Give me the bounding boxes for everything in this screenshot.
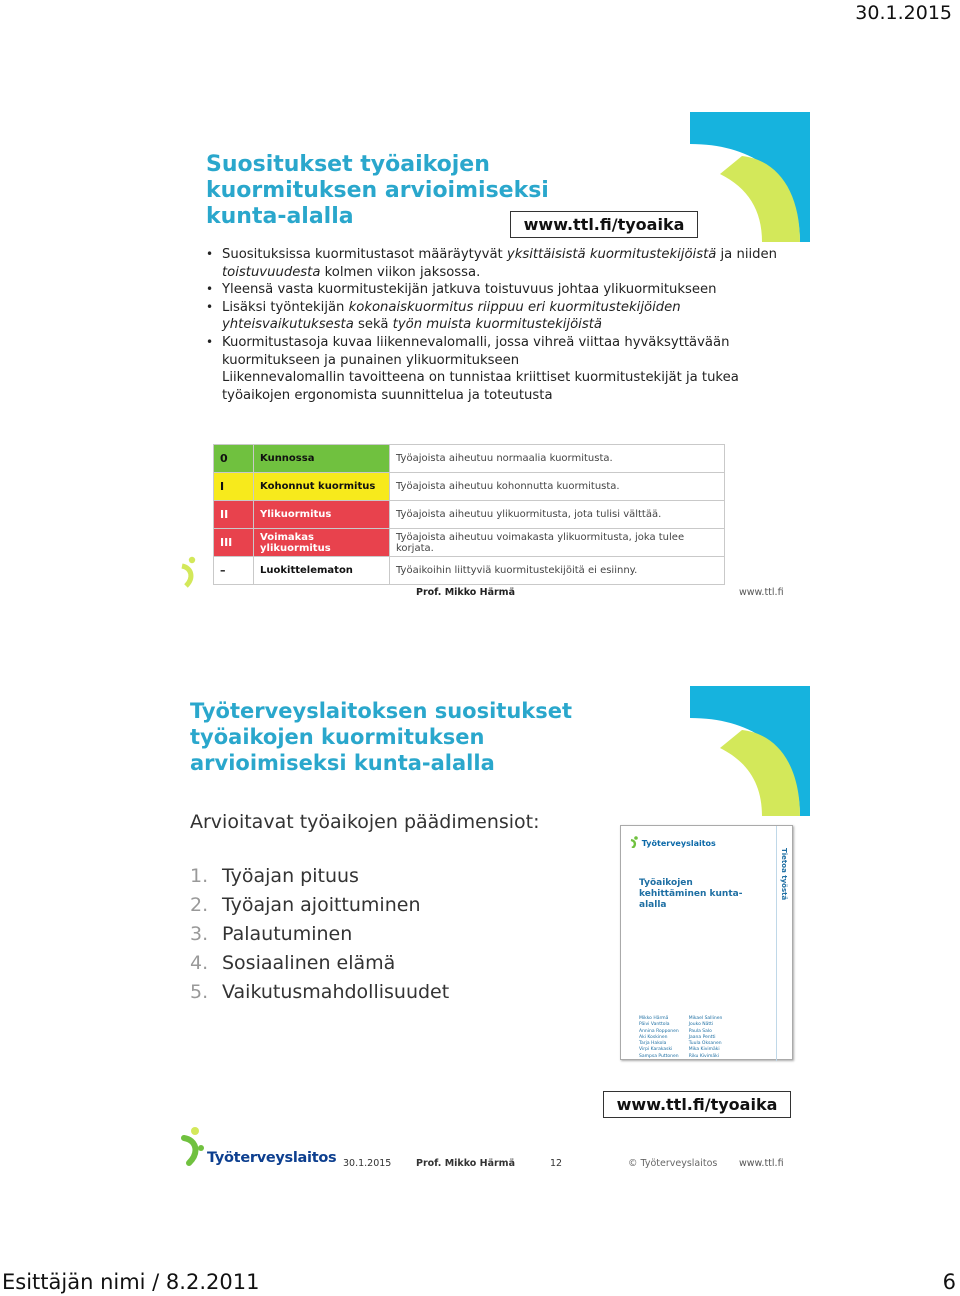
bullet-text: Suosituksissa kuormitustasot määräytyvät: [222, 247, 507, 262]
url-box[interactable]: www.ttl.fi/tyoaika: [603, 1091, 791, 1118]
bullet-dot-icon: •: [206, 282, 214, 297]
author-name: Virpi Karakaski: [639, 1047, 673, 1053]
dimension-item: [190, 891, 449, 920]
bullet-item: [206, 246, 781, 281]
dimension-number: 5.: [190, 981, 209, 1003]
level-description: Työajoista aiheutuu voimakasta ylikuormitusta, joka tulee korjata.: [390, 529, 725, 557]
bullet-text: Liikennevalomallin tavoitteena on tunnistaa kriittiset kuormitustekijät ja tukea työaikojen ergonomista suunnittelua ja toteutusta: [222, 370, 739, 403]
level-description: Työajoista aiheutuu ylikuormitusta, jota tulisi välttää.: [390, 501, 725, 529]
dimension-item: [190, 862, 449, 891]
cover-authors-col-2: [689, 1016, 723, 1060]
dimension-number: 4.: [190, 952, 209, 974]
author-name: Riku Kivimäki: [688, 1053, 719, 1059]
ttl-logo: [180, 1126, 336, 1166]
cover-authors: [639, 1016, 722, 1060]
dimension-label: Sosiaalinen elämä: [222, 952, 396, 974]
bullet-text: ja niiden: [716, 247, 777, 262]
level-name: Kunnossa: [254, 445, 390, 473]
ttl-logo-icon: [180, 1126, 206, 1166]
slide-2-footer-author: Prof. Mikko Härmä: [416, 1158, 515, 1169]
bullet-item: [206, 281, 781, 299]
level-code: –: [214, 557, 254, 585]
dimensions-list: [190, 862, 449, 1007]
dimension-item: [190, 978, 449, 1007]
bullet-item: [206, 369, 781, 404]
slide-2-footer-page: 12: [550, 1158, 563, 1169]
bullet-dot-icon: •: [206, 299, 214, 314]
author-name: Jouko Nätti: [688, 1022, 714, 1028]
author-name: Aki Koskinen: [639, 1034, 668, 1040]
dimension-number: 1.: [190, 865, 209, 887]
author-name: Mikko Härmä: [639, 1016, 669, 1021]
slide-2-title: Työterveyslaitoksen suositukset työaikojen kuormituksen arvioimiseksi kunta-alalla: [190, 699, 573, 775]
cover-logo-icon: [629, 836, 639, 848]
ttl-logo-text: Työterveyslaitos: [207, 1150, 337, 1166]
author-name: Paula Salo: [688, 1028, 712, 1034]
presenter-footer: Esittäjän nimi / 8.2.2011: [2, 1270, 260, 1294]
dimension-item: [190, 920, 449, 949]
bullet-dot-icon: •: [206, 334, 214, 349]
slide-2-footer-web[interactable]: www.ttl.fi: [739, 1158, 784, 1169]
author-name: Jaana Pentti: [688, 1034, 716, 1040]
cover-publisher-text: Työterveyslaitos: [641, 839, 716, 848]
bullet-text: työn muista kuormitustekijöistä: [392, 317, 602, 333]
cover-title: Työaikojen kehittäminen kunta-alalla: [639, 878, 743, 910]
dimension-number: 2.: [190, 894, 209, 916]
slide-1-title: Suositukset työaikojen kuormituksen arvioimiseksi kunta-alalla: [206, 152, 549, 229]
bullet-text: kolmen viikon jaksossa.: [320, 264, 481, 280]
level-code: II: [214, 501, 254, 529]
dimension-number: 3.: [190, 923, 209, 945]
traffic-light-table: [213, 444, 725, 585]
slide-2: [176, 686, 810, 1186]
cover-publisher: [629, 836, 716, 848]
logo-fragment-icon: [178, 556, 198, 590]
bullet-text: Yleensä vasta kuormitustekijän jatkuva toistuvuus johtaa ylikuormitukseen: [222, 282, 717, 298]
bullet-item: [206, 299, 781, 334]
slide-2-footer-date: 30.1.2015: [343, 1158, 392, 1169]
slide-1: [176, 112, 810, 602]
level-row: [214, 529, 725, 557]
level-description: Työajoista aiheutuu normaalia kuormitusta.: [390, 445, 725, 473]
level-row: [214, 445, 725, 473]
author-name: Tuula Oksanen: [688, 1041, 722, 1047]
cover-authors-col-1: [639, 1016, 679, 1060]
bullet-text: kokonaiskuormitus riippuu eri kuormitustekijöiden yhteisvaikutuksesta: [222, 299, 681, 333]
cover-side-text: Tietoa työstä: [780, 848, 788, 901]
bullet-text: yksittäisistä kuormitustekijöistä: [506, 247, 717, 262]
corner-decoration: [650, 686, 810, 816]
author-name: Mika Kivimäki: [688, 1047, 720, 1053]
author-name: Annina Ropponen: [639, 1028, 679, 1034]
level-name: Kohonnut kuormitus: [254, 473, 390, 501]
dimension-label: Työajan ajoittuminen: [222, 894, 421, 916]
author-name: Mikael Sallinen: [688, 1016, 723, 1021]
slide-1-footer-author: Prof. Mikko Härmä: [416, 587, 515, 598]
author-name: Tarja Hakola: [639, 1041, 667, 1047]
slide-1-footer-web[interactable]: www.ttl.fi: [739, 587, 784, 598]
dimensions-heading: Arvioitavat työaikojen päädimensiot:: [190, 811, 540, 833]
level-row: [214, 473, 725, 501]
level-row: [214, 501, 725, 529]
page-date: 30.1.2015: [855, 2, 952, 24]
slide-2-footer-copyright: © Työterveyslaitos: [628, 1158, 718, 1169]
page-number: 6: [942, 1270, 956, 1294]
dimension-label: Työajan pituus: [222, 865, 359, 887]
level-name: Ylikuormitus: [254, 501, 390, 529]
bullet-text: Lisäksi työntekijän: [222, 299, 349, 315]
bullet-text: sekä: [353, 317, 393, 333]
url-box[interactable]: www.ttl.fi/tyoaika: [510, 211, 698, 238]
level-name: Voimakas ylikuormitus: [254, 529, 390, 557]
bullet-text: Kuormitustasoja kuvaa liikennevalomalli, jossa vihreä viittaa hyväksyttävään kuormitukseen ja punainen ylikuormitukseen: [222, 334, 730, 368]
level-description: Työajoista aiheutuu kohonnutta kuormitusta.: [390, 473, 725, 501]
author-name: Päivi Vanttola: [639, 1022, 670, 1028]
level-description: Työaikoihin liittyviä kuormitustekijöitä ei esiinny.: [390, 557, 725, 585]
level-row: [214, 557, 725, 585]
dimension-label: Vaikutusmahdollisuudet: [222, 981, 450, 1003]
level-name: Luokittelematon: [254, 557, 390, 585]
dimension-item: [190, 949, 449, 978]
bullet-list: [206, 246, 781, 404]
level-code: 0: [214, 445, 254, 473]
bullet-item: [206, 334, 781, 369]
level-code: I: [214, 473, 254, 501]
level-code: III: [214, 529, 254, 557]
bullet-dot-icon: •: [206, 247, 214, 261]
report-cover-thumbnail[interactable]: [620, 825, 793, 1060]
dimension-label: Palautuminen: [222, 923, 353, 945]
author-name: Sampsa Puttonen: [639, 1053, 679, 1059]
bullet-text: toistuvuudesta: [222, 264, 321, 280]
